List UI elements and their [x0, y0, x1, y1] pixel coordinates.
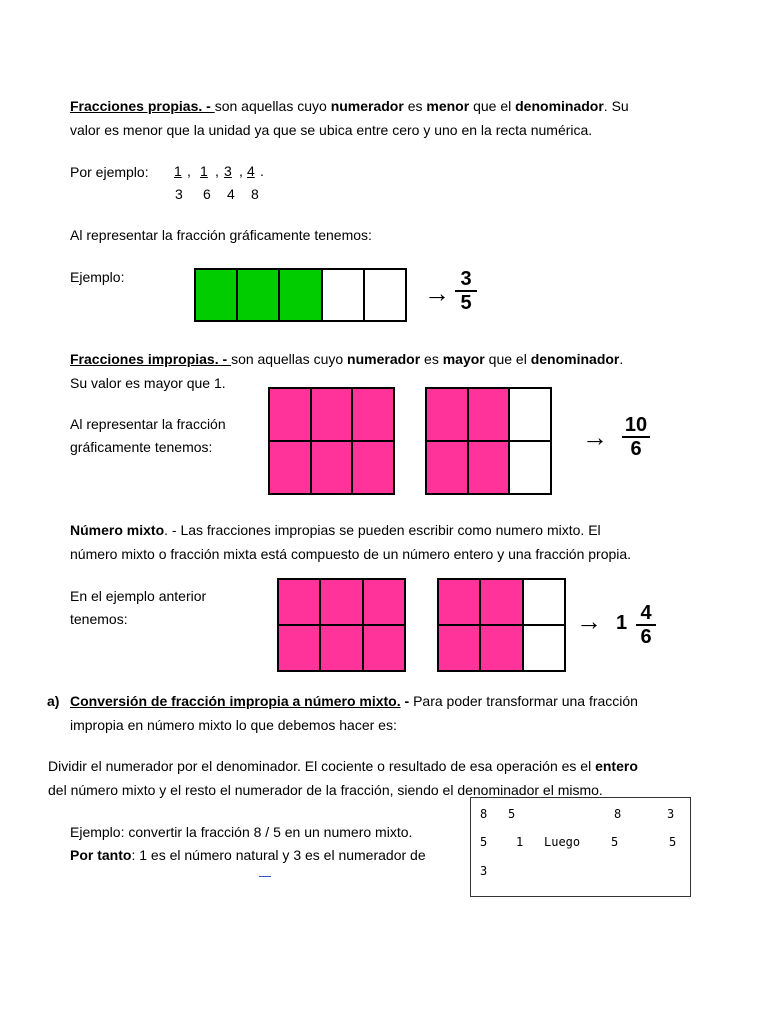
- example-fractions: [172, 163, 272, 203]
- rect-cell-shaded: [311, 388, 353, 441]
- arrow-right-icon: →: [576, 606, 602, 636]
- bold-denominador: denominador: [515, 98, 604, 114]
- rect-cell-shaded: [278, 625, 320, 671]
- rect-cell-shaded: [363, 625, 405, 671]
- bar-cell-shaded: [195, 269, 237, 321]
- rect-cell-shaded: [320, 579, 362, 625]
- rect-cell-shaded: [269, 441, 311, 494]
- text: . - Las fracciones impropias se pueden escribir como numero mixto. El: [164, 522, 601, 538]
- conversion-title: Conversión de fracción impropia a número mixto.: [70, 693, 401, 709]
- text: Para poder transformar una fracción: [413, 693, 638, 709]
- arrow-right-icon: →: [424, 278, 450, 308]
- bold-portanto: Por tanto: [70, 847, 132, 863]
- impropias-rect-partial: [425, 387, 552, 495]
- impropias-graph-line1: Al representar la fracción: [70, 416, 226, 432]
- box-r1-2: 8: [614, 807, 622, 821]
- bar-cell-empty: [322, 269, 364, 321]
- rect-cell-shaded: [311, 441, 353, 494]
- text: es: [420, 351, 443, 367]
- text: son aquellas cuyo: [231, 351, 348, 367]
- rect-cell-shaded: [269, 388, 311, 441]
- rect-cell-shaded: [438, 579, 480, 625]
- mixto-line2: número mixto o fracción mixta está compuesto de un número entero y una fracción propia.: [70, 546, 632, 562]
- frac1-den: 3: [175, 186, 183, 202]
- conversion-portanto: [70, 846, 426, 864]
- frac2-den: 6: [203, 186, 211, 202]
- example-label: Por ejemplo:: [70, 164, 149, 180]
- impropias-line2: Su valor es mayor que 1.: [70, 375, 226, 391]
- result-num: 4: [636, 602, 656, 626]
- rect-cell-shaded: [426, 388, 468, 441]
- text: que el: [484, 351, 531, 367]
- bold-numerador: numerador: [347, 351, 421, 367]
- bold-numerador: numerador: [330, 98, 404, 114]
- mixed-whole: 1: [616, 612, 628, 634]
- frac3-num: 3: [224, 163, 232, 179]
- result-den: 6: [640, 626, 652, 648]
- rect-cell-shaded: [468, 441, 510, 494]
- frac4-den: 8: [251, 186, 259, 202]
- rect-cell-shaded: [438, 625, 480, 671]
- conversion-p1: [48, 757, 638, 775]
- rect-cell-shaded: [480, 625, 522, 671]
- mixto-ex-line1: En el ejemplo anterior: [70, 588, 207, 604]
- list-marker: a): [47, 693, 60, 709]
- box-r1-3: 3: [667, 807, 675, 821]
- mixto-rect-full: [277, 578, 406, 672]
- text: es: [403, 98, 427, 114]
- bar-cell-shaded: [279, 269, 321, 321]
- sep: ,: [187, 163, 191, 179]
- propias-title: Fracciones propias. -: [70, 98, 215, 114]
- box-r3-0: 3: [480, 864, 488, 878]
- text: . Su: [603, 98, 629, 114]
- conversion-title-line: [70, 692, 638, 710]
- bold-menor: menor: [426, 98, 470, 114]
- rect-cell-shaded: [352, 388, 394, 441]
- text: que el: [469, 98, 516, 114]
- rect-cell-empty: [509, 441, 551, 494]
- bar-cell-empty: [364, 269, 406, 321]
- frac1-num: 1: [174, 163, 182, 179]
- result-num: 10: [622, 414, 650, 438]
- bar-cell-shaded: [237, 269, 279, 321]
- impropias-graph-line2: gráficamente tenemos:: [70, 439, 213, 455]
- end-dot: .: [260, 163, 264, 179]
- box-r2-1: 1: [516, 835, 524, 849]
- rect-cell-shaded: [320, 625, 362, 671]
- mixto-ex-line2: tenemos:: [70, 611, 128, 627]
- box-r1-1: 5: [508, 807, 516, 821]
- rect-cell-shaded: [480, 579, 522, 625]
- rect-cell-shaded: [363, 579, 405, 625]
- text: .: [619, 351, 624, 367]
- bold-entero: entero: [595, 758, 638, 774]
- rect-cell-empty: [509, 388, 551, 441]
- underline-mark: [259, 876, 271, 877]
- result-num: 3: [455, 268, 477, 292]
- box-r2-4: 5: [669, 835, 677, 849]
- rect-cell-empty: [523, 625, 565, 671]
- impropias-paragraph-line1: [70, 350, 623, 368]
- rect-cell-shaded: [278, 579, 320, 625]
- box-r2-0: 5: [480, 835, 488, 849]
- result-fraction-3-5: [455, 268, 477, 314]
- conversion-line1: [47, 692, 59, 710]
- sep: ,: [239, 163, 243, 179]
- ejemplo-label: Ejemplo:: [70, 269, 125, 285]
- propias-paragraph-line2: valor es menor que la unidad ya que se ubica entre cero y uno en la recta numérica.: [70, 122, 593, 138]
- result-fraction-10-6: [622, 414, 650, 460]
- result-den: 5: [460, 292, 472, 314]
- text: son aquellas cuyo: [214, 98, 331, 114]
- mixto-rect-partial: [437, 578, 566, 672]
- box-r1-0: 8: [480, 807, 488, 821]
- mixed-fraction-4-6: [636, 602, 656, 648]
- impropias-title: Fracciones impropias. -: [70, 351, 232, 367]
- bold-denominador: denominador: [530, 351, 620, 367]
- frac2-num: 1: [200, 163, 208, 179]
- arrow-right-icon: →: [582, 422, 608, 452]
- conversion-line2: impropia en número mixto lo que debemos hacer es:: [70, 717, 397, 733]
- rect-cell-shaded: [468, 388, 510, 441]
- rect-cell-empty: [523, 579, 565, 625]
- bold-mayor: mayor: [442, 351, 485, 367]
- impropias-rect-full: [268, 387, 395, 495]
- dash: -: [400, 693, 414, 709]
- box-r2-2: Luego: [544, 835, 581, 849]
- box-r2-3: 5: [611, 835, 619, 849]
- conversion-example: Ejemplo: convertir la fracción 8 / 5 en un numero mixto.: [70, 824, 413, 840]
- rect-cell-shaded: [352, 441, 394, 494]
- rect-cell-shaded: [426, 441, 468, 494]
- sep: ,: [215, 163, 219, 179]
- conversion-p2: del número mixto y el resto el numerador de la fracción, siendo el denominador el mismo.: [48, 782, 603, 798]
- mixto-paragraph-line1: [70, 521, 601, 539]
- frac3-den: 4: [227, 186, 235, 202]
- result-den: 6: [630, 438, 642, 460]
- frac4-num: 4: [247, 163, 255, 179]
- text: : 1 es el número natural y 3 es el numerador de: [131, 847, 426, 863]
- propias-paragraph-line1: [70, 97, 629, 115]
- graph-text: Al representar la fracción gráficamente tenemos:: [70, 227, 372, 243]
- mixto-title: Número mixto: [70, 522, 165, 538]
- text: Dividir el numerador por el denominador. El cociente o resultado de esa operación es el: [48, 758, 596, 774]
- division-box: [470, 797, 691, 897]
- fraction-bar-3-5: [194, 268, 407, 322]
